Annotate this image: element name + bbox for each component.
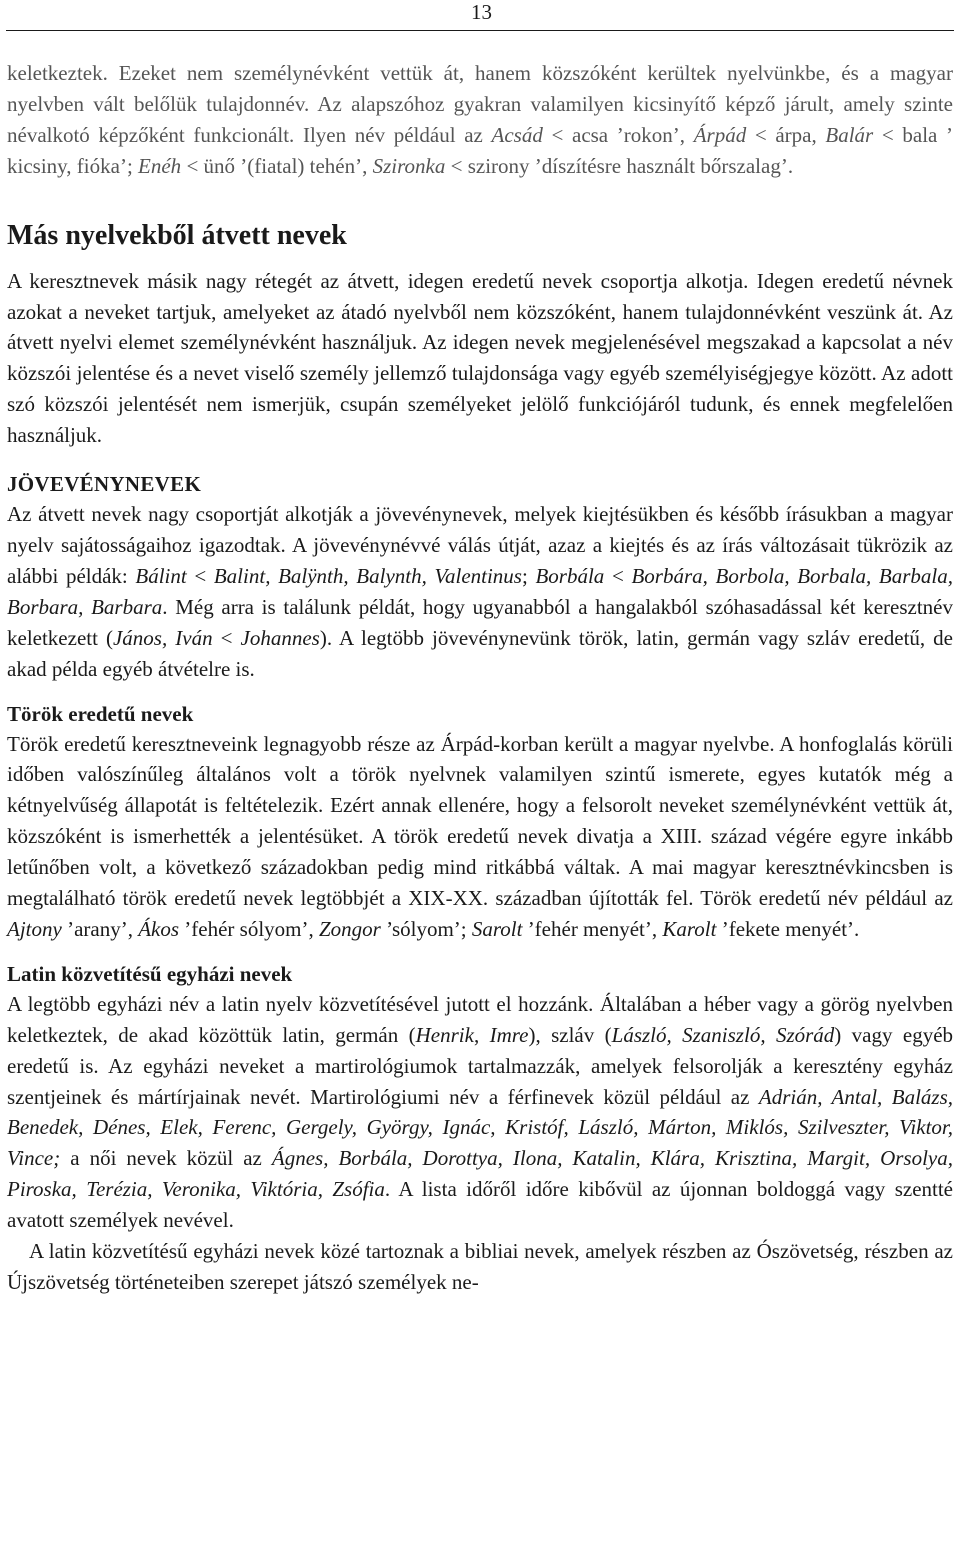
italic-term: Ákos — [138, 916, 180, 941]
italic-term: Acsád — [491, 122, 543, 147]
header-rule — [6, 30, 954, 31]
italic-term: Bálint — [135, 563, 187, 588]
italic-term: Borbála — [535, 563, 605, 588]
italic-term: Johannes — [240, 625, 320, 650]
italic-term: Szironka — [372, 153, 446, 178]
italic-term: János, Iván — [112, 625, 213, 650]
section-heading-jovevenyn: JÖVEVÉNYNEVEK — [7, 472, 202, 497]
italic-term: Enéh — [138, 153, 182, 178]
page-number: 13 — [471, 0, 492, 24]
italic-term: Árpád — [693, 122, 747, 147]
turkish-paragraph: Török eredetű keresztneveink legnagyobb része az Árpád-korban került a magyar nyelvbe. A honfoglalás körüli időben valószínűleg általános volt a török nyelvnek valamilyen szintű ismerete, egyes kutatók még a kétnyelvűség állapotát is feltételezik. Ezért annak ellenére, hogy a felsorolt neveket személynévként vettük át, közszóként is ismerhették a jelentésüket. A török eredetű nevek divatja a XIII. század végére egyre inkább letűnőben volt, a következő századokban pedig mind ritkábbá váltak. A mai magyar keresztnévkincsben is megtalálható török eredetű nevek legtöbbjét a XIX-XX. században újították fel. Török eredetű név például az Ajtony ’arany’, Ákos ’fehér sólyom’, Zongor ’sólyom’; Sarolt ’fehér menyét’, Karolt ’fekete menyét’. — [7, 731, 953, 941]
section-heading-turkish: Török eredetű nevek — [7, 701, 194, 726]
latin-paragraph-2: A latin közvetítésű egyházi nevek közé tartoznak a bibliai nevek, amelyek részben az Ószövetség, részben az Újszövetség történeteiben szerepet játszó személyek ne- — [7, 1239, 953, 1294]
italic-term: Ágnes, Borbála, Dorottya, Ilona, Katalin, Klára, Krisztina, Margit, Orsolya, Piroska, Terézia, Veronika, Viktória, Zsófia — [7, 1146, 953, 1202]
italic-term: Balár — [825, 122, 874, 147]
italic-term: Sarolt — [471, 916, 523, 941]
page-content — [7, 58, 953, 1298]
intro-paragraph: keletkeztek. Ezeket nem személynévként vettük át, hanem közszóként kerültek nyelvünkbe, és a magyar nyelvben vált belőlük tulajdonnév. Az alapszóhoz gyakran valamilyen kicsinyítő képző járult, amely szinte névalkotó képzőként funkcionált. Ilyen név például az Acsád < acsa ’rokon’, Árpád < árpa, Balár < bala ’ kicsiny, fióka’; Enéh < ünő ’(fiatal) tehén’, Szironka < szirony ’díszítésre használt bőrszalag’. — [7, 61, 954, 178]
italic-term: Henrik — [415, 1022, 474, 1047]
section-heading-foreign-names: Más nyelvekből átvett nevek — [7, 219, 347, 251]
italic-term: Adrián, Antal, Balázs, Benedek, Dénes, Elek, Ferenc, Gergely, György, Ignác, Kristóf, László, Márton, Miklós, Szilveszter, Viktor, Vince; — [7, 1084, 954, 1171]
italic-term: Balint, Balÿnth, Balynth, Valentinus — [213, 563, 522, 588]
italic-term: Ajtony — [7, 916, 62, 941]
foreign-names-paragraph: A keresztnevek másik nagy rétegét az átvett, idegen eredetű nevek csoportja alkotja. Idegen eredetű névnek azokat a neveket tartjuk, amelyeket az átadó nyelvből nem közszóként, hanem tulajdonnévként veszünk át. Az átvett nyelvi elemet személynévként használjuk. Az idegen nevek megjelenésével megszakad a kapcsolat a név közszói jelentése és a nevet viselő személy jellemző tulajdonsága vagy egyéb személyiségjegye között. Az adott szó közszói jelentését nem ismerjük, csupán személyeket jelölő funkciójáról tudunk, és ennek megfelelően használjuk. — [7, 268, 953, 448]
italic-term: Imre — [489, 1022, 529, 1047]
italic-term: Borbára, Borbola, Borbala, Barbala, Borbara, Barbara — [7, 563, 954, 619]
italic-term: Karolt — [662, 916, 717, 941]
jovevenyn-paragraph: Az átvett nevek nagy csoportját alkotják a jövevénynevek, melyek kiejtésükben és később írásukban a magyar nyelv sajátosságaihoz igazodtak. A jövevénynévvé válás útját, azaz a kiejtés és az írás változásait tükrözik az alábbi példák: Bálint < Balint, Balÿnth, Balynth, Valentinus; Borbála < Borbára, Borbola, Borbala, Barbala, Borbara, Barbara. Még arra is találunk példát, hogy ugyanabból a hangalakból szóhasadással két keresztnév keletkezett (János, Iván < Johannes). A legtöbb jövevénynevünk török, latin, germán vagy szláv eredetű, de akad példa egyéb átvételre is. — [7, 502, 954, 681]
latin-paragraph-1: A legtöbb egyházi név a latin nyelv közvetítésével jutott el hozzánk. Általában a héber vagy a görög nyelvben keletkeztek, de akad közöttük latin, germán (Henrik, Imre), szláv (László, Szaniszló, Szórád) vagy egyéb eredetű is. Az egyházi neveket a martirológiumok tartalmazzák, amelyek felsorolják a keresztény egyház szentjeinek és mártírjainak nevét. Martirológiumi név a férfinevek közül például az Adrián, Antal, Balázs, Benedek, Dénes, Elek, Ferenc, Gergely, György, Ignác, Kristóf, László, Márton, Miklós, Szilveszter, Viktor, Vince; a női nevek közül az Ágnes, Borbála, Dorottya, Ilona, Katalin, Klára, Krisztina, Margit, Orsolya, Piroska, Terézia, Veronika, Viktória, Zsófia. A lista időről időre kibővül az újonnan boldoggá vagy szentté avatott személyek nevével. — [7, 991, 954, 1233]
italic-term: László, Szaniszló, Szórád — [611, 1022, 835, 1047]
section-heading-latin: Latin közvetítésű egyházi nevek — [7, 961, 293, 986]
italic-term: Zongor — [319, 916, 381, 941]
